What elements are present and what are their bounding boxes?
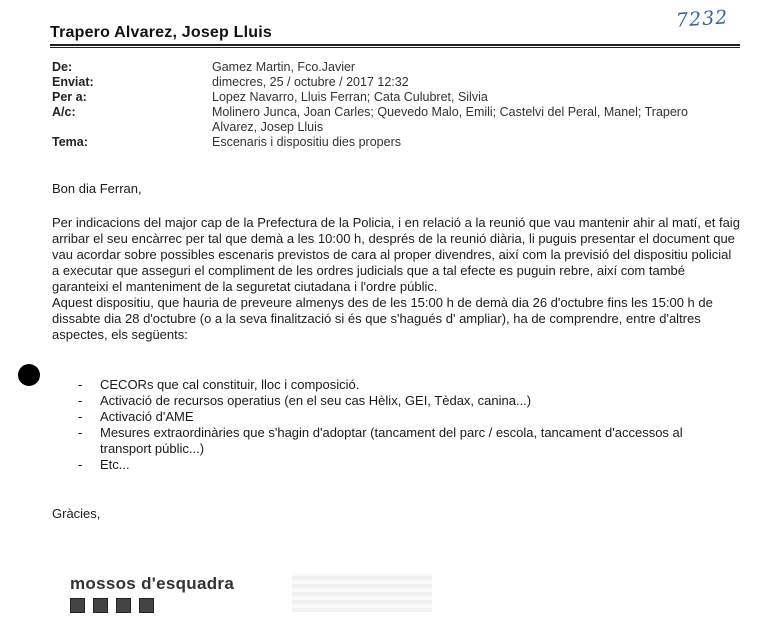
dash-icon: - (78, 457, 83, 472)
dash-icon: - (78, 409, 83, 424)
list-item (78, 409, 718, 425)
meta-to (52, 90, 712, 105)
list-item (78, 425, 718, 457)
list-item (78, 377, 718, 393)
dash-icon: - (78, 393, 83, 408)
meta-cc-value: Molinero Junca, Joan Carles; Quevedo Malo, Emili; Castelvi del Peral, Manel; Trapero Alvarez, Josep Lluis (212, 105, 688, 134)
message-body (52, 215, 742, 343)
meta-sent (52, 75, 712, 90)
list-item-text: CECORs que cal constituir, lloc i composició. (100, 377, 360, 392)
meta-cc-label: A/c: (52, 105, 76, 119)
dash-icon: - (78, 377, 83, 392)
bullet-list (78, 377, 718, 473)
list-item (78, 393, 718, 409)
handwritten-number: 7232 (675, 6, 730, 32)
meta-subject (52, 135, 712, 150)
meta-from-value: Gamez Martin, Fco.Javier (212, 60, 356, 74)
logo-blocks (70, 598, 234, 613)
meta-from-label: De: (52, 60, 73, 74)
meta-subject-value: Escenaris i dispositiu dies propers (212, 135, 401, 149)
greeting: Bon dia Ferran, (52, 181, 142, 196)
paragraph-2: Aquest dispositiu, que hauria de preveure almenys des de les 15:00 h de demà dia 26 d'octubre fins les 15:00 h de dissabte dia 28 d'octubre (o a la seva finalització si és que s'hagués d' ampliar), ha de comprendre, entre d'altres aspectes, els següents: (52, 295, 713, 342)
paragraph-1: Per indicacions del major cap de la Prefectura de la Policia, i en relació a la reunió que vau mantenir ahir al matí, et faig arribar el seu encàrrec per tal que demà a les 10:00 h, després de la reunió diària, li puguis presentar el document que vau acordar sobre possibles escenaris previstos de cara al proper divendres, així com la previsió del dispositiu policial a executar que asseguri el compliment de les ordres judicials que a tal efecte es puguin rebre, així com també garanteixi el manteniment de la seguretat ciutadana i l'ordre públic. (52, 215, 740, 294)
email-meta (52, 60, 712, 150)
logo-block-icon (116, 598, 131, 613)
hole-punch-mark (18, 364, 40, 386)
meta-from (52, 60, 712, 75)
dash-icon: - (78, 425, 83, 440)
meta-to-label: Per a: (52, 90, 87, 104)
list-item-text: Activació d'AME (100, 409, 194, 424)
meta-subject-label: Tema: (52, 135, 88, 149)
meta-cc (52, 105, 712, 135)
header-rule-thin (50, 47, 740, 48)
logo-block-icon (93, 598, 108, 613)
list-item (78, 457, 718, 473)
logo-text: mossos d'esquadra (70, 574, 235, 593)
faded-watermark (292, 574, 432, 612)
closing: Gràcies, (52, 506, 101, 521)
meta-sent-label: Enviat: (52, 75, 94, 89)
sender-name: Trapero Alvarez, Josep Lluis (50, 24, 272, 41)
logo-block-icon (139, 598, 154, 613)
list-item-text: Activació de recursos operatius (en el seu cas Hèlix, GEI, Tèdax, canina...) (100, 393, 532, 408)
list-item-text: Mesures extraordinàries que s'hagin d'adoptar (tancament del parc / escola, tancament d'accessos al transport públic...) (100, 425, 683, 456)
logo-block-icon (70, 598, 85, 613)
meta-to-value: Lopez Navarro, Lluis Ferran; Cata Culubret, Silvia (212, 90, 488, 104)
meta-sent-value: dimecres, 25 / octubre / 2017 12:32 (212, 75, 409, 89)
header-rule (50, 44, 740, 46)
list-item-text: Etc... (100, 457, 130, 472)
mossos-logo (70, 574, 234, 613)
